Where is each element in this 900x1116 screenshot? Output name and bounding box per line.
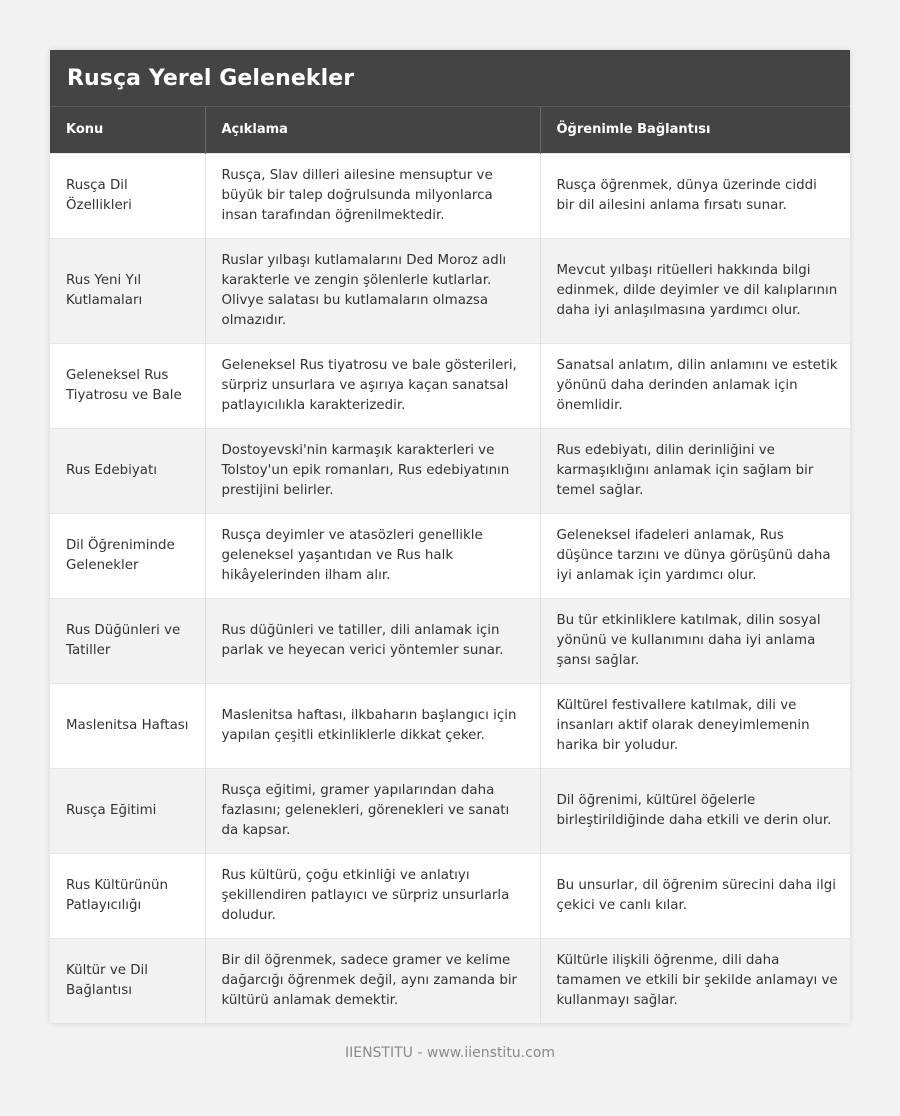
cell-description: Rusça, Slav dilleri ailesine mensuptur ve büyük bir talep doğrulsunda milyonlarca insan tarafından öğrenilmektedir. xyxy=(205,153,540,238)
cell-topic: Rusça Eğitimi xyxy=(50,768,205,853)
cell-description: Rus düğünleri ve tatiller, dili anlamak için parlak ve heyecan verici yöntemler sunar. xyxy=(205,598,540,683)
table-row xyxy=(50,428,850,513)
footer-credit: IIENSTITU - www.iienstitu.com xyxy=(344,1045,556,1061)
cell-topic: Dil Öğreniminde Gelenekler xyxy=(50,513,205,598)
table-row xyxy=(50,153,850,238)
title-bar xyxy=(50,50,850,107)
cell-connection: Sanatsal anlatım, dilin anlamını ve estetik yönünü daha derinden anlamak için önemlidir. xyxy=(540,343,850,428)
cell-topic: Rus Edebiyatı xyxy=(50,428,205,513)
cell-topic: Rus Yeni Yıl Kutlamaları xyxy=(50,238,205,343)
page-title: Rusça Yerel Gelenekler xyxy=(67,65,355,91)
cell-topic: Rus Kültürünün Patlayıcılığı xyxy=(50,853,205,938)
cell-connection: Mevcut yılbaşı ritüelleri hakkında bilgi edinmek, dilde deyimler ve dil kalıplarının daha iyi anlaşılmasına yardımcı olur. xyxy=(540,238,850,343)
cell-connection: Rus edebiyatı, dilin derinliğini ve karmaşıklığını anlamak için sağlam bir temel sağlar. xyxy=(540,428,850,513)
cell-topic: Rus Düğünleri ve Tatiller xyxy=(50,598,205,683)
cell-description: Geleneksel Rus tiyatrosu ve bale gösterileri, sürpriz unsurlara ve aşırıya kaçan sanatsal patlayıcılıkla karakterizedir. xyxy=(205,343,540,428)
cell-description: Maslenitsa haftası, ilkbaharın başlangıcı için yapılan çeşitli etkinliklerle dikkat çeker. xyxy=(205,683,540,768)
table-row xyxy=(50,238,850,343)
cell-connection: Bu tür etkinliklere katılmak, dilin sosyal yönünü ve kullanımını daha iyi anlama şansı sağlar. xyxy=(540,598,850,683)
table-row xyxy=(50,598,850,683)
cell-description: Rus kültürü, çoğu etkinliği ve anlatıyı şekillendiren patlayıcı ve sürpriz unsurlarla doludur. xyxy=(205,853,540,938)
cell-description: Ruslar yılbaşı kutlamalarını Ded Moroz adlı karakterle ve zengin şölenlerle kutlarlar. Olivye salatası bu kutlamaların olmazsa olmazıdır. xyxy=(205,238,540,343)
cell-topic: Rusça Dil Özellikleri xyxy=(50,153,205,238)
column-header-topic: Konu xyxy=(50,107,205,153)
column-header-description: Açıklama xyxy=(205,107,540,153)
cell-connection: Bu unsurlar, dil öğrenim sürecini daha ilgi çekici ve canlı kılar. xyxy=(540,853,850,938)
cell-description: Bir dil öğrenmek, sadece gramer ve kelime dağarcığı öğrenmek değil, aynı zamanda bir kültürü anlamak demektir. xyxy=(205,938,540,1023)
cell-topic: Kültür ve Dil Bağlantısı xyxy=(50,938,205,1023)
cell-connection: Geleneksel ifadeleri anlamak, Rus düşünce tarzını ve dünya görüşünü daha iyi anlamak için yardımcı olur. xyxy=(540,513,850,598)
cell-topic: Geleneksel Rus Tiyatrosu ve Bale xyxy=(50,343,205,428)
table-row xyxy=(50,513,850,598)
table-card xyxy=(50,50,850,1023)
cell-topic: Maslenitsa Haftası xyxy=(50,683,205,768)
cell-description: Rusça eğitimi, gramer yapılarından daha fazlasını; gelenekleri, görenekleri ve sanatı da kapsar. xyxy=(205,768,540,853)
cell-description: Dostoyevski'nin karmaşık karakterleri ve Tolstoy'un epik romanları, Rus edebiyatının prestijini belirler. xyxy=(205,428,540,513)
cell-description: Rusça deyimler ve atasözleri genellikle geleneksel yaşantıdan ve Rus halk hikâyelerinden ilham alır. xyxy=(205,513,540,598)
table-row xyxy=(50,853,850,938)
cell-connection: Kültürle ilişkili öğrenme, dili daha tamamen ve etkili bir şekilde anlamayı ve kullanmayı sağlar. xyxy=(540,938,850,1023)
cell-connection: Kültürel festivallere katılmak, dili ve insanları aktif olarak deneyimlemenin harika bir yoludur. xyxy=(540,683,850,768)
cell-connection: Rusça öğrenmek, dünya üzerinde ciddi bir dil ailesini anlama fırsatı sunar. xyxy=(540,153,850,238)
table-header-row xyxy=(50,107,850,153)
table-row xyxy=(50,938,850,1023)
column-header-connection: Öğrenimle Bağlantısı xyxy=(540,107,850,153)
cell-connection: Dil öğrenimi, kültürel öğelerle birleştirildiğinde daha etkili ve derin olur. xyxy=(540,768,850,853)
table-row xyxy=(50,683,850,768)
traditions-table xyxy=(50,107,850,1023)
table-row xyxy=(50,343,850,428)
table-row xyxy=(50,768,850,853)
